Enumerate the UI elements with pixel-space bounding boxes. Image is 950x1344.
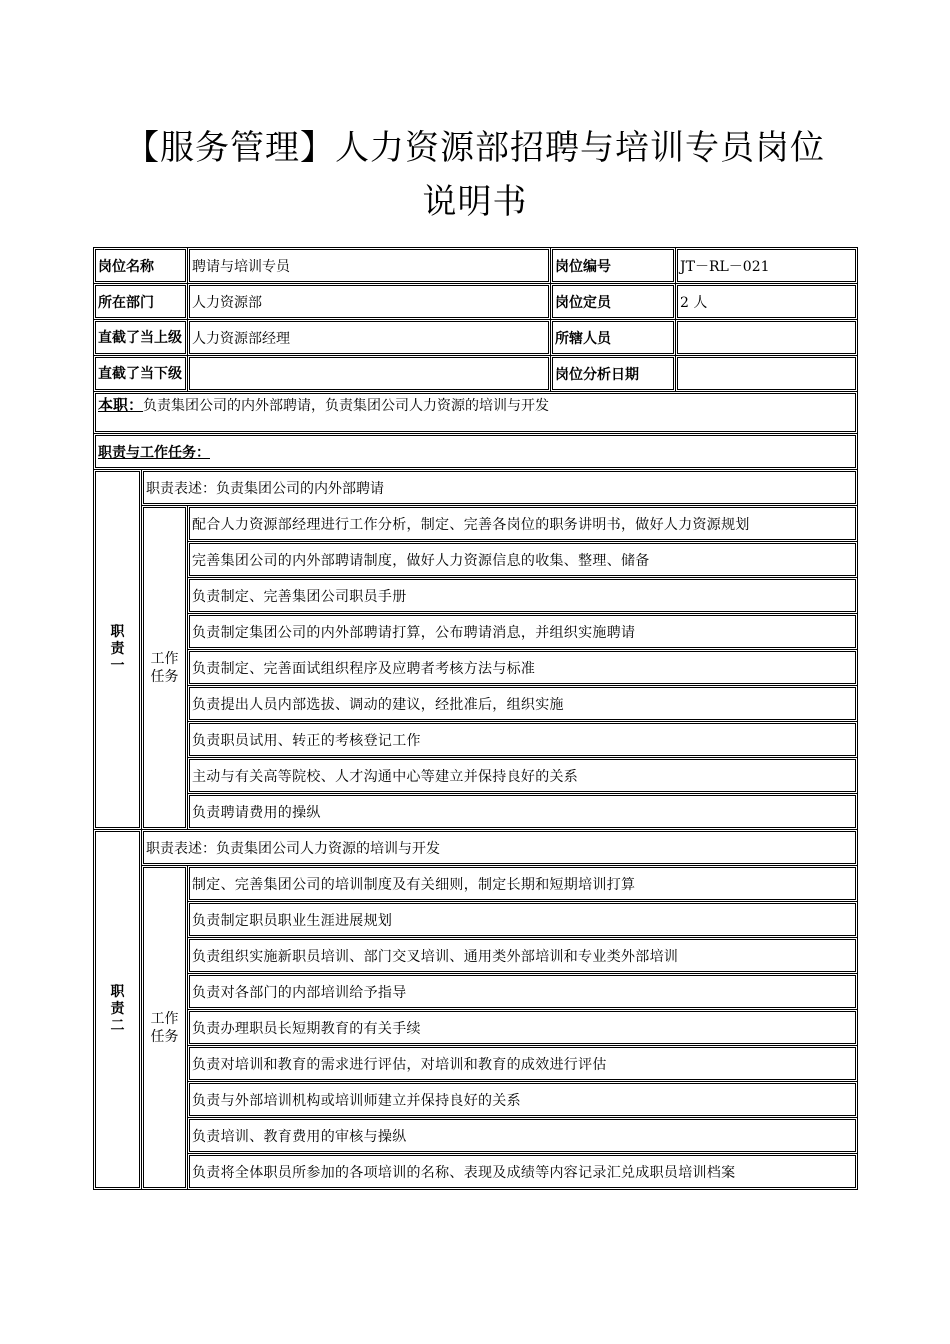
post-code-value: JT－RL－021 [676,248,858,284]
document-title-line-1: 【服务管理】人力资源部招聘与培训专员岗位 [125,128,825,168]
headcount-label: 岗位定员 [551,284,676,320]
responsibility-1-label: 职责一 [94,470,142,830]
task-item: 配合人力资源部经理进行工作分析，制定、完善各岗位的职务讲明书，做好人力资源规划 [188,506,858,542]
superior-label: 直截了当上级 [94,320,188,356]
task-item: 负责对培训和教育的需求进行评估，对培训和教育的成效进行评估 [188,1046,858,1082]
task-item: 主动与有关高等院校、人才沟通中心等建立并保持良好的关系 [188,758,858,794]
post-code-label: 岗位编号 [551,248,676,284]
staff-value [676,320,858,356]
duty-row [94,392,858,434]
responsibility-1-task-label: 工作任务 [142,506,188,830]
task-item: 负责制定、完善集团公司职员手册 [188,578,858,614]
task-item: 负责职员试用、转正的考核登记工作 [188,722,858,758]
task-item: 负责与外部培训机构或培训师建立并保持良好的关系 [188,1082,858,1118]
task-item: 负责对各部门的内部培训给予指导 [188,974,858,1010]
task-item: 负责制定、完善面试组织程序及应聘者考核方法与标准 [188,650,858,686]
task-item: 负责将全体职员所参加的各项培训的名称、表现及成绩等内容记录汇兑成职员培训档案 [188,1154,858,1190]
task-item: 制定、完善集团公司的培训制度及有关细则，制定长期和短期培训打算 [188,866,858,902]
staff-label: 所辖人员 [551,320,676,356]
tasks-heading: 职责与工作任务： [98,444,210,461]
analysis-date-value [676,356,858,392]
task-item: 负责组织实施新职员培训、部门交叉培训、通用类外部培训和专业类外部培训 [188,938,858,974]
post-name-label: 岗位名称 [94,248,188,284]
subordinate-value [188,356,551,392]
department-label: 所在部门 [94,284,188,320]
duty-text: 负责集团公司的内外部聘请，负责集团公司人力资源的培训与开发 [143,398,550,414]
superior-value: 人力资源部经理 [188,320,551,356]
tasks-heading-row [94,434,858,470]
task-item: 负责培训、教育费用的审核与操纵 [188,1118,858,1154]
responsibility-2-task-label: 工作任务 [142,866,188,1190]
task-item: 负责聘请费用的操纵 [188,794,858,830]
department-value: 人力资源部 [188,284,551,320]
responsibility-2-statement: 职责表述：负责集团公司人力资源的培训与开发 [142,830,858,866]
task-item: 负责制定职员职业生涯进展规划 [188,902,858,938]
job-description-table [93,247,858,1190]
subordinate-label: 直截了当下级 [94,356,188,392]
task-item: 完善集团公司的内外部聘请制度，做好人力资源信息的收集、整理、储备 [188,542,858,578]
analysis-date-label: 岗位分析日期 [551,356,676,392]
duty-label: 本职： [98,396,144,414]
responsibility-1-statement: 职责表述：负责集团公司的内外部聘请 [142,470,858,506]
task-item: 负责提出人员内部选拔、调动的建议，经批准后，组织实施 [188,686,858,722]
post-name-value: 聘请与培训专员 [188,248,551,284]
headcount-value: 2 人 [676,284,858,320]
task-item: 负责制定集团公司的内外部聘请打算，公布聘请消息，并组织实施聘请 [188,614,858,650]
document-title-line-2: 说明书 [422,182,528,222]
responsibility-2-label: 职责二 [94,830,142,1190]
task-item: 负责办理职员长短期教育的有关手续 [188,1010,858,1046]
